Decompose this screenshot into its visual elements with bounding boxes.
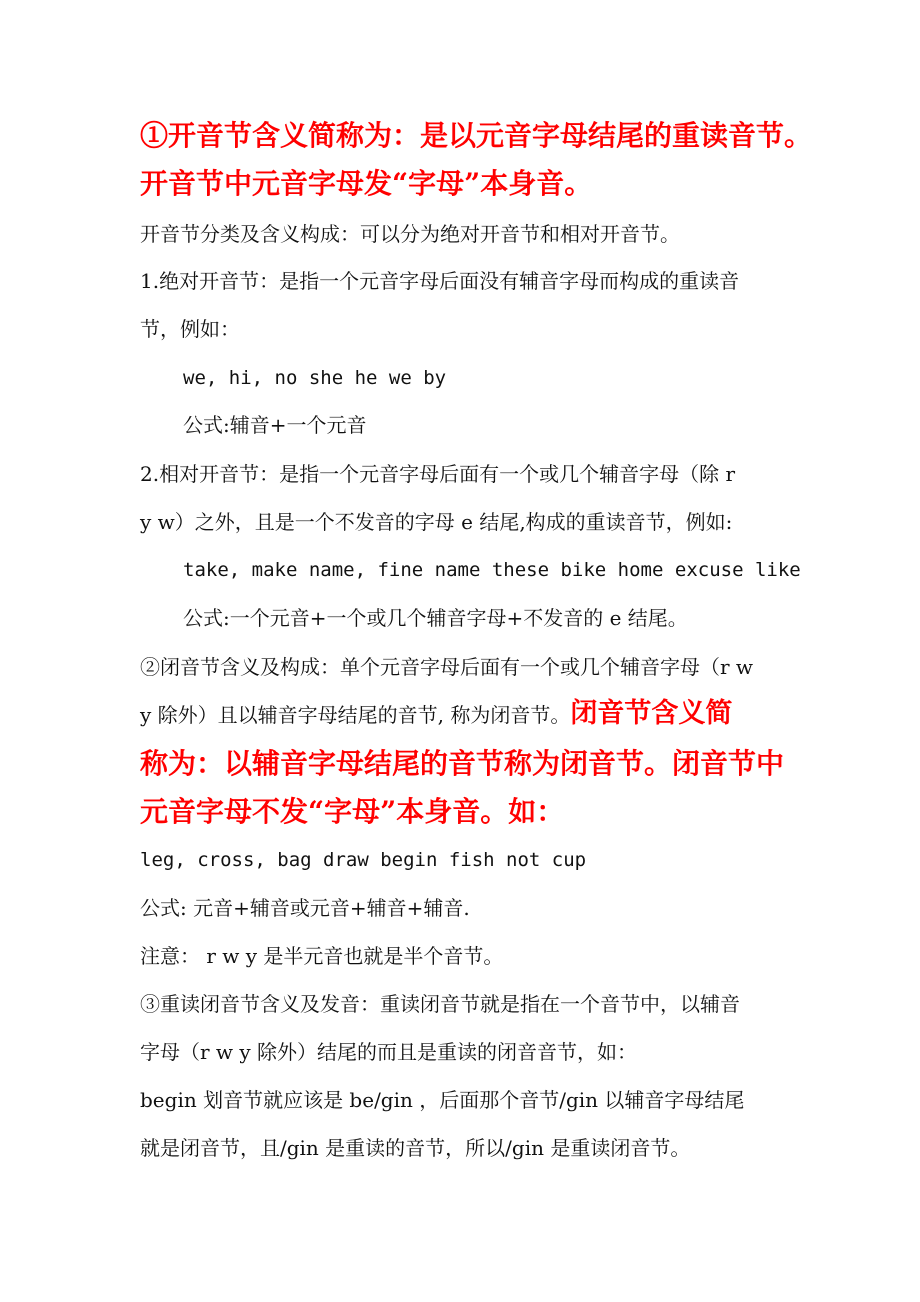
relative-open-syllable-line-2: y w）之外，且是一个不发音的字母 e 结尾,构成的重读音节，例如:	[140, 510, 733, 534]
begin-example-line-2: 就是闭音节，且/gin 是重读的音节，所以/gin 是重读闭音节。	[140, 1136, 691, 1160]
begin-example-line-1: begin 划音节就应该是 be/gin ，后面那个音节/gin 以辅音字母结尾	[140, 1088, 745, 1112]
closed-syllable-highlight-start: 闭音节含义简	[570, 698, 733, 729]
relative-open-syllable-line-1: 2.相对开音节：是指一个元音字母后面有一个或几个辅音字母（除 r	[140, 462, 735, 486]
open-syllable-definition-line-1: ①开音节含义简称为：是以元音字母结尾的重读音节。	[140, 119, 813, 152]
stressed-closed-syllable-line-1: ③重读闭音节含义及发音：重读闭音节就是指在一个音节中，以辅音	[140, 992, 740, 1016]
absolute-open-syllable-line-1: 1.绝对开音节：是指一个元音字母后面没有辅音字母而构成的重读音	[140, 269, 740, 293]
closed-syllable-formula: 公式: 元音+辅音或元音+辅音+辅音.	[140, 896, 470, 920]
open-syllable-classification: 开音节分类及含义构成：可以分为绝对开音节和相对开音节。	[140, 222, 680, 246]
closed-syllable-line-2-text: y 除外）且以辅音字母结尾的音节, 称为闭音节。	[140, 703, 571, 727]
relative-open-syllable-examples: take, make name, fine name these bike home excuse like	[183, 559, 801, 581]
open-syllable-definition-line-2: 开音节中元音字母发“字母”本身音。	[140, 167, 593, 200]
closed-syllable-examples: leg, cross, bag draw begin fish not cup	[140, 849, 587, 871]
closed-syllable-line-2	[140, 700, 732, 729]
absolute-open-syllable-examples: we, hi, no she he we by	[183, 367, 447, 389]
relative-open-syllable-formula: 公式:一个元音+一个或几个辅音字母+不发音的 e 结尾。	[183, 606, 688, 630]
closed-syllable-highlight-line-3: 称为：以辅音字母结尾的音节称为闭音节。闭音节中	[140, 747, 785, 780]
semi-vowel-note: 注意： r w y 是半元音也就是半个音节。	[140, 944, 504, 968]
stressed-closed-syllable-line-2: 字母（r w y 除外）结尾的而且是重读的闭音音节，如：	[140, 1040, 638, 1064]
absolute-open-syllable-line-2: 节，例如：	[140, 317, 240, 341]
closed-syllable-line-1: ②闭音节含义及构成：单个元音字母后面有一个或几个辅音字母（r w	[140, 655, 754, 679]
closed-syllable-highlight-line-4: 元音字母不发“字母”本身音。如：	[140, 795, 565, 828]
absolute-open-syllable-formula: 公式:辅音+一个元音	[183, 413, 367, 437]
